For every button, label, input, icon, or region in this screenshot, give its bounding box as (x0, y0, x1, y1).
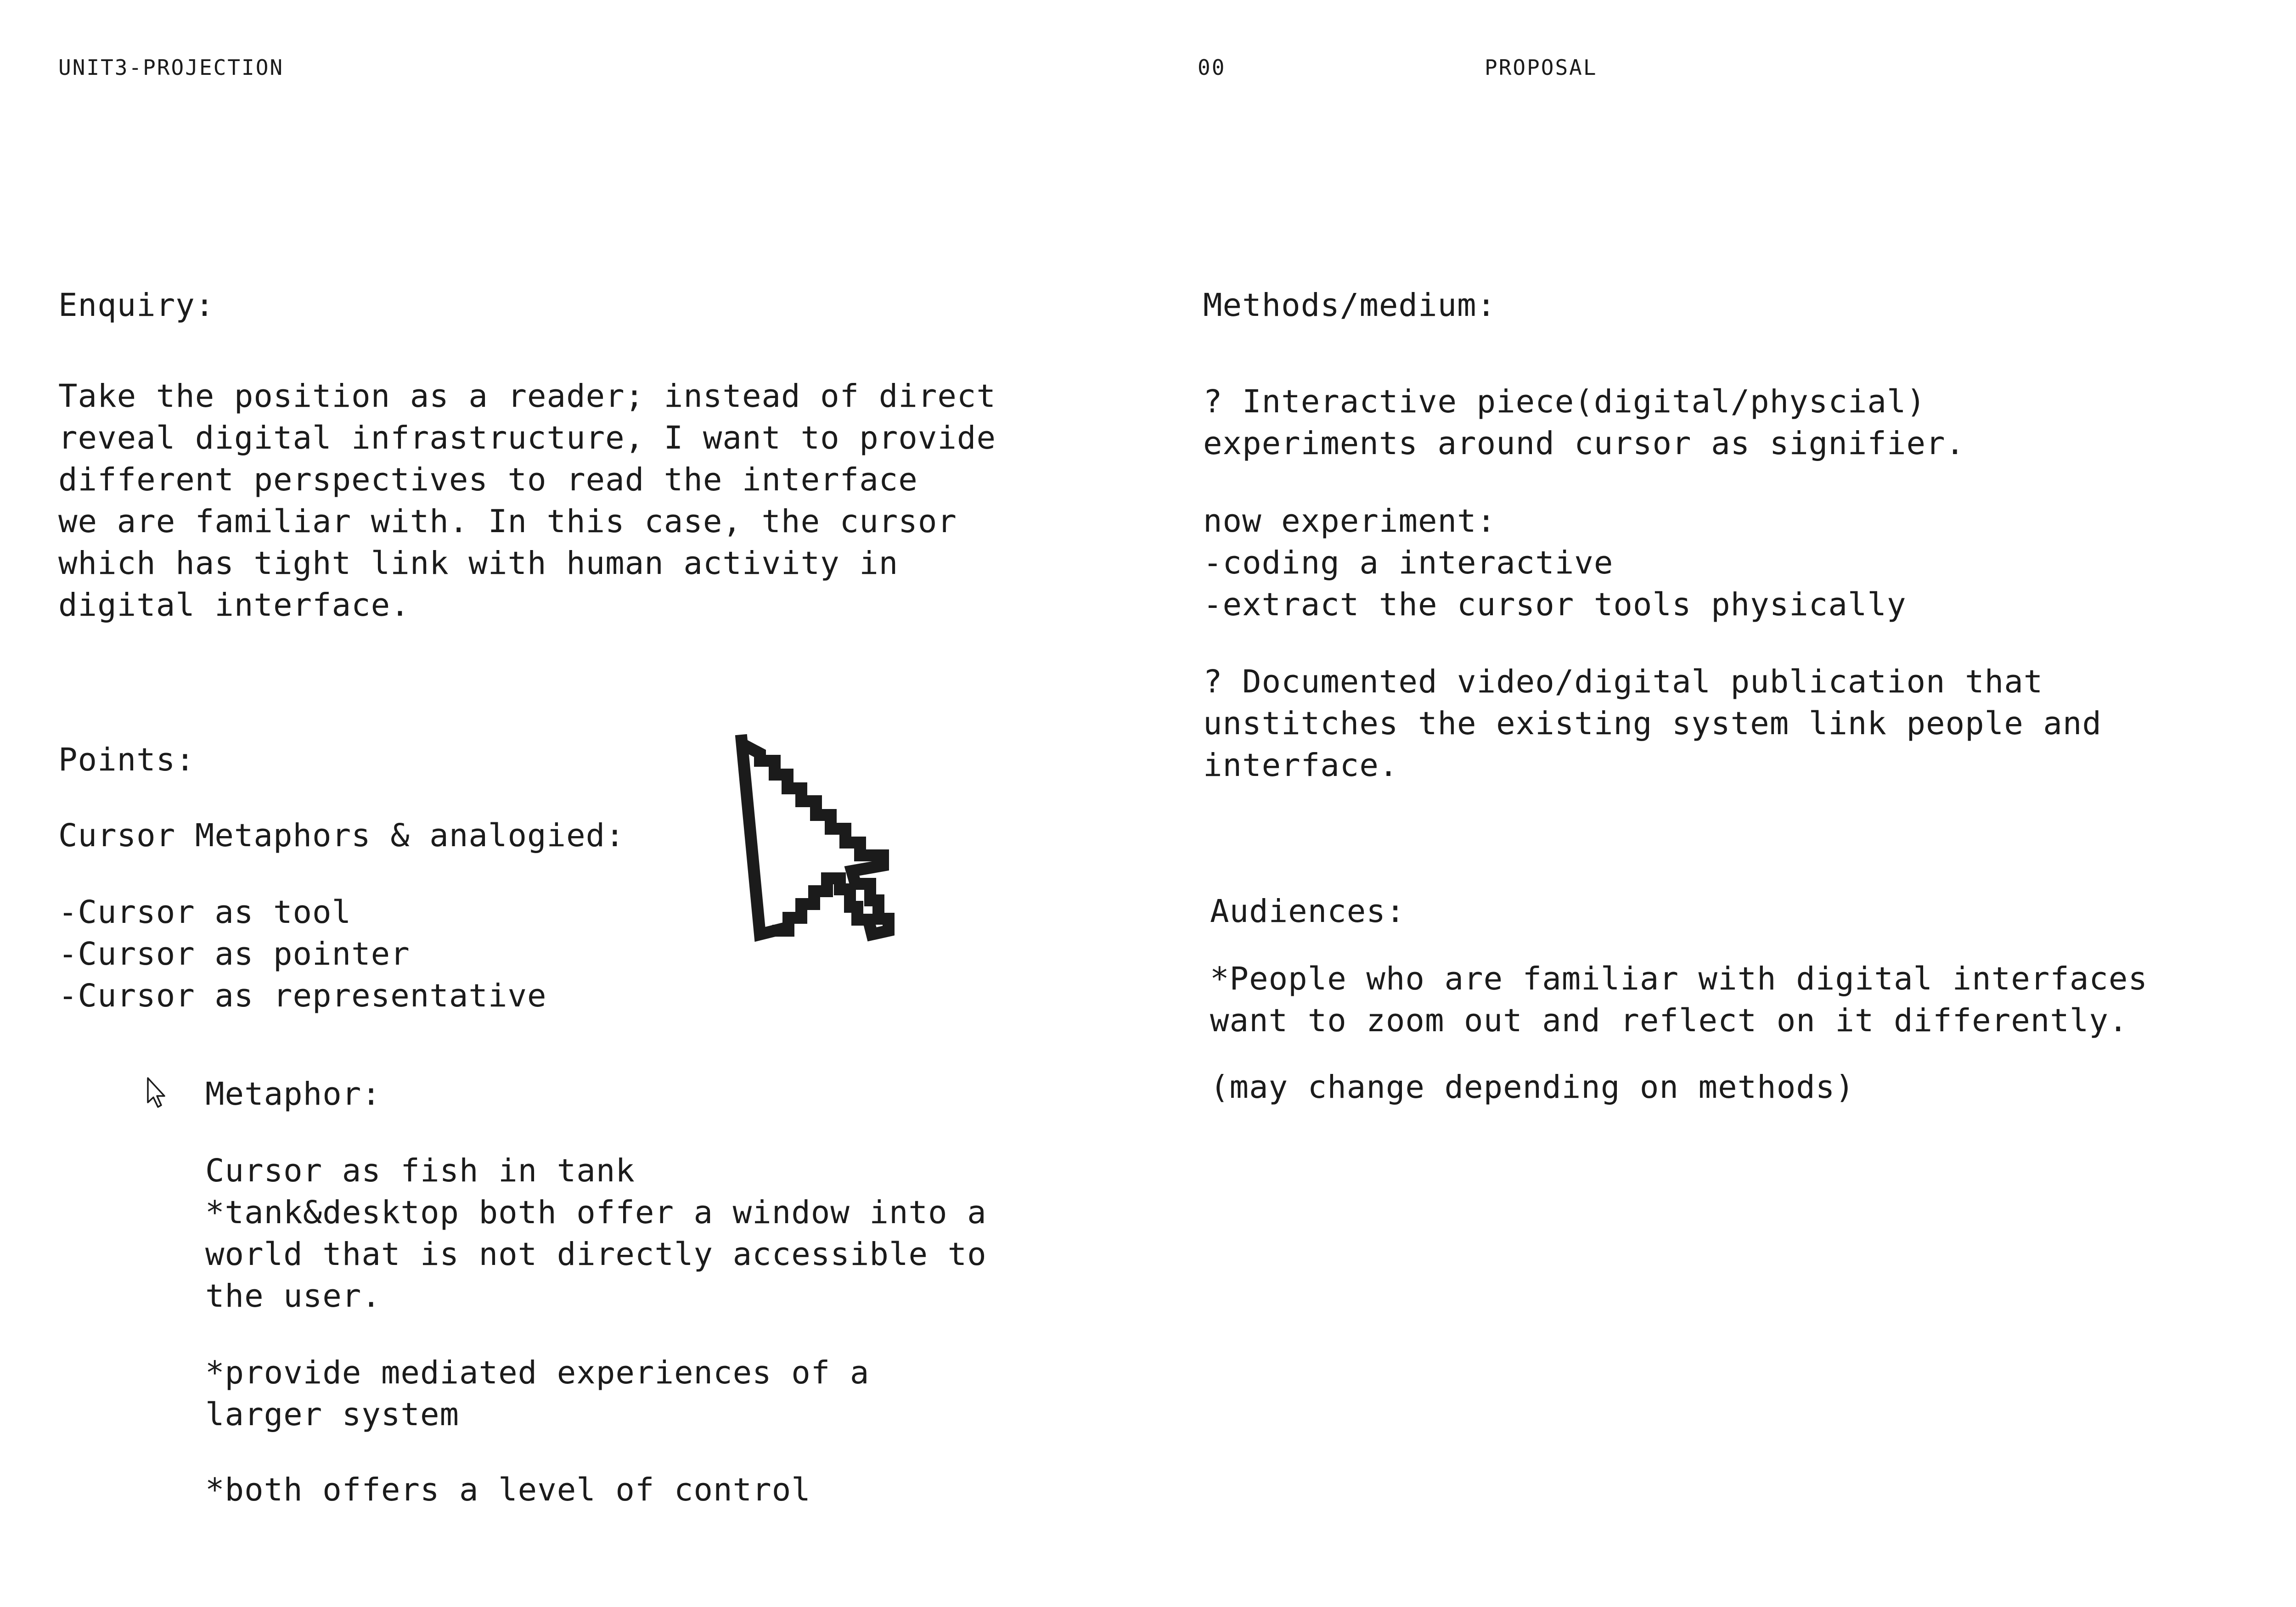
methods-line: -extract the cursor tools physically (1203, 586, 1907, 623)
methods-line: -coding a interactive (1203, 545, 1614, 581)
metaphor-line: the user. (205, 1278, 381, 1315)
points-subheading: Cursor Metaphors & analogied: (58, 817, 625, 854)
methods-line: unstitches the existing system link people and (1203, 705, 2102, 742)
metaphor-block-3 (205, 1469, 811, 1511)
audiences-line: *People who are familiar with digital interfaces (1210, 961, 2148, 997)
audiences-block-2 (1210, 1067, 1855, 1108)
enquiry-line: Take the position as a reader; instead of direct (58, 378, 996, 415)
header-page-number: 00 (1198, 55, 1226, 80)
header-section-title: PROPOSAL (1485, 55, 1598, 80)
methods-block-1 (1203, 381, 1965, 465)
methods-block-2 (1203, 500, 1907, 626)
enquiry-line: digital interface. (58, 587, 410, 624)
methods-heading: Methods/medium: (1203, 287, 1497, 324)
enquiry-body (58, 376, 996, 626)
metaphor-heading: Metaphor: (205, 1076, 381, 1113)
audiences-heading: Audiences: (1210, 893, 1406, 930)
list-item: -Cursor as tool (58, 894, 352, 931)
methods-block-3 (1203, 661, 2102, 787)
metaphor-line: *tank&desktop both offer a window into a (205, 1194, 987, 1231)
enquiry-line: reveal digital infrastructure, I want to provide (58, 420, 996, 456)
metaphor-line: Cursor as fish in tank (205, 1152, 635, 1189)
enquiry-line: different perspectives to read the interface (58, 461, 918, 498)
metaphor-line: *both offers a level of control (205, 1472, 811, 1508)
list-item: -Cursor as pointer (58, 936, 410, 972)
enquiry-line: we are familiar with. In this case, the cursor (58, 503, 957, 540)
audiences-line: want to zoom out and reflect on it differently. (1210, 1002, 2128, 1039)
methods-line: ? Documented video/digital publication that (1203, 663, 2043, 700)
pixel-cursor-arrow-icon (732, 732, 925, 957)
metaphor-line: larger system (205, 1396, 460, 1433)
points-heading: Points: (58, 742, 195, 778)
enquiry-heading: Enquiry: (58, 287, 215, 324)
metaphor-block-2 (205, 1352, 869, 1436)
audiences-line: (may change depending on methods) (1210, 1069, 1855, 1106)
header-project-title: UNIT3-PROJECTION (58, 55, 284, 80)
audiences-block-1 (1210, 958, 2148, 1042)
methods-line: experiments around cursor as signifier. (1203, 425, 1965, 462)
methods-line: ? Interactive piece(digital/physcial) (1203, 383, 1926, 420)
points-list (58, 892, 547, 1017)
methods-line: now experiment: (1203, 503, 1497, 539)
list-item: -Cursor as representative (58, 978, 547, 1014)
metaphor-block-1 (205, 1150, 987, 1317)
metaphor-line: world that is not directly accessible to (205, 1236, 987, 1273)
metaphor-line: *provide mediated experiences of a (205, 1354, 870, 1391)
methods-line: interface. (1203, 747, 1399, 784)
cursor-arrow-icon (146, 1077, 169, 1110)
enquiry-line: which has tight link with human activity in (58, 545, 899, 582)
